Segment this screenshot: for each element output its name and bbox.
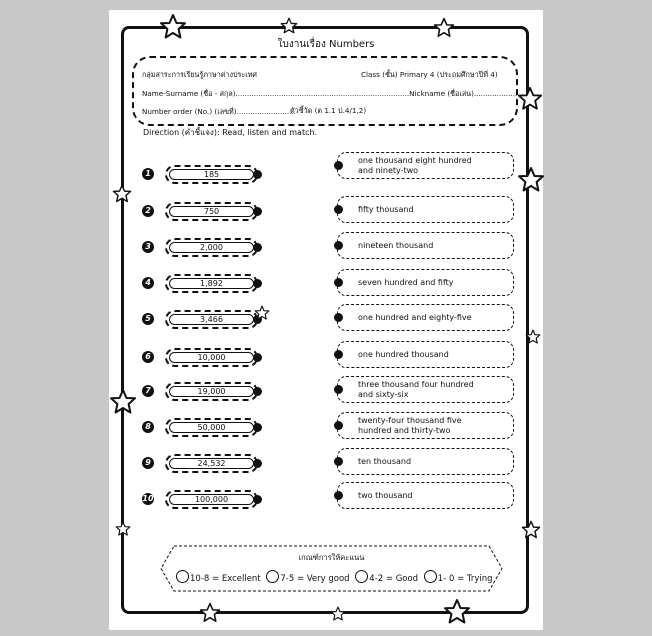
number-pill [165, 310, 258, 329]
checkbox-circle[interactable] [355, 570, 368, 583]
star-icon [517, 86, 543, 112]
match-dot-right[interactable] [334, 241, 343, 250]
name-field: Name-Surname (ชื่อ - สกุล)............................................................................Nickname (ชื่อเล่น)..................... [142, 89, 522, 98]
number-value: 2,000 [200, 243, 223, 252]
number-pill [165, 382, 258, 401]
word-pill [337, 376, 514, 403]
criteria-level: 1- 0 = Trying [437, 574, 493, 584]
word-pill [337, 412, 514, 439]
match-dot-left[interactable] [253, 423, 262, 432]
match-dot-right[interactable] [334, 278, 343, 287]
match-dot-right[interactable] [334, 205, 343, 214]
match-dot-right[interactable] [334, 457, 343, 466]
worksheet [109, 10, 543, 630]
match-dot-right[interactable] [334, 421, 343, 430]
checkbox-circle[interactable] [424, 570, 437, 583]
number-pill [165, 202, 258, 221]
word-text [358, 416, 509, 436]
word-text [358, 491, 509, 501]
match-dot-left[interactable] [253, 170, 262, 179]
number-pill [165, 490, 258, 509]
number-value: 19,000 [197, 387, 226, 396]
number-pill [165, 454, 258, 473]
item-number-badge: 6 [142, 351, 154, 363]
class-label: Class (ชั้น) Primary 4 (ประถมศึกษาปีที่ 4) [361, 70, 498, 79]
word-pill [337, 269, 514, 296]
word-pill [337, 341, 514, 368]
star-icon [199, 602, 221, 624]
word-line: one thousand eight hundred [358, 155, 472, 165]
match-dot-right[interactable] [334, 385, 343, 394]
star-icon [433, 17, 455, 39]
word-text [358, 313, 509, 323]
number-value: 1,892 [200, 279, 223, 288]
word-line: two thousand [358, 490, 413, 500]
number-value: 3,466 [200, 315, 223, 324]
checkbox-circle[interactable] [266, 570, 279, 583]
word-text [358, 278, 509, 288]
word-text [358, 457, 509, 467]
match-dot-right[interactable] [334, 313, 343, 322]
criteria-level: 7-5 = Very good [280, 574, 350, 584]
star-icon [443, 598, 471, 626]
match-dot-left[interactable] [253, 279, 262, 288]
number-value: 10,000 [197, 353, 226, 362]
number-value: 185 [203, 170, 220, 179]
word-line: nineteen thousand [358, 240, 434, 250]
item-number-badge: 8 [142, 421, 154, 433]
word-pill [337, 232, 514, 259]
match-dot-left[interactable] [253, 459, 262, 468]
item-number-badge: 5 [142, 313, 154, 325]
scoring-criteria-box [160, 545, 503, 592]
student-info-box [132, 56, 522, 126]
word-line: and ninety-two [358, 165, 419, 175]
star-icon [159, 13, 187, 41]
item-number-badge: 2 [142, 205, 154, 217]
subject-label: กลุ่มสาระการเรียนรู้ภาษาต่างประเทศ [142, 70, 257, 79]
word-pill [337, 448, 514, 475]
number-pill [165, 348, 258, 367]
star-icon [115, 521, 131, 537]
word-text [358, 241, 509, 251]
word-text [358, 156, 509, 176]
word-line: twenty-four thousand five [358, 415, 462, 425]
direction-text: Direction (คำชี้แจง): Read, listen and match. [143, 128, 318, 137]
star-icon [525, 329, 541, 345]
star-icon [112, 184, 132, 204]
word-line: hundred and thirty-two [358, 425, 451, 435]
item-number-badge: 10 [142, 494, 154, 503]
item-number-badge: 9 [142, 457, 154, 469]
criteria-levels [173, 570, 493, 584]
word-pill [337, 304, 514, 331]
match-dot-right[interactable] [334, 161, 343, 170]
match-dot-right[interactable] [334, 350, 343, 359]
word-line: one hundred and eighty-five [358, 312, 472, 322]
word-line: fifty thousand [358, 204, 414, 214]
word-line: one hundred thousand [358, 349, 449, 359]
word-text [358, 205, 509, 215]
number-pill [165, 238, 258, 257]
number-value: 24,532 [197, 459, 226, 468]
word-pill [337, 482, 514, 509]
match-dot-left[interactable] [253, 207, 262, 216]
word-line: three thousand four hundred [358, 379, 474, 389]
star-icon [521, 520, 541, 540]
number-pill [165, 274, 258, 293]
star-icon [254, 305, 270, 321]
item-number-badge: 7 [142, 385, 154, 397]
criteria-level: 4-2 = Good [369, 574, 419, 584]
item-number-badge: 4 [142, 277, 154, 289]
match-dot-left[interactable] [253, 387, 262, 396]
star-icon [517, 166, 545, 194]
match-dot-left[interactable] [253, 353, 262, 362]
number-value: 100,000 [194, 495, 229, 504]
word-text [358, 350, 509, 360]
checkbox-circle[interactable] [176, 570, 189, 583]
number-order-field: Number order (No.) (เลขที่).......................... [142, 107, 296, 116]
number-value: 750 [203, 207, 220, 216]
star-icon [330, 606, 346, 622]
word-pill [337, 152, 514, 179]
word-pill [337, 196, 514, 223]
criteria-title: เกณฑ์การให้คะแนน [298, 553, 365, 562]
word-line: ten thousand [358, 456, 412, 466]
indicator-label: ตัวชี้วัด (ต 1.1 ป.4/1,2) [290, 106, 367, 115]
match-dot-right[interactable] [334, 491, 343, 500]
item-number-badge: 1 [142, 168, 154, 180]
word-line: seven hundred and fifty [358, 277, 454, 287]
criteria-level: 10-8 = Excellent [190, 574, 261, 584]
word-line: and sixty-six [358, 389, 409, 399]
number-pill [165, 165, 258, 184]
worksheet-title: ใบงานเรื่อง Numbers [277, 39, 375, 50]
word-text [358, 380, 509, 400]
number-pill [165, 418, 258, 437]
star-icon [109, 388, 137, 416]
star-icon [280, 17, 298, 35]
match-dot-left[interactable] [253, 243, 262, 252]
match-dot-left[interactable] [253, 495, 262, 504]
number-value: 50,000 [197, 423, 226, 432]
item-number-badge: 3 [142, 241, 154, 253]
